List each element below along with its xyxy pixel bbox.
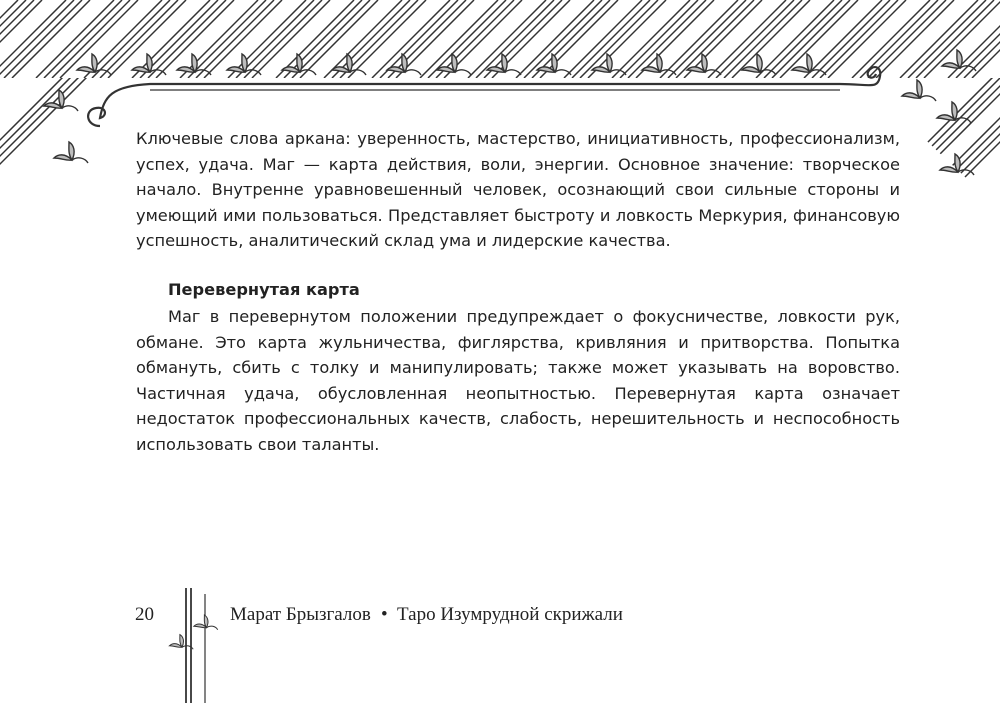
footer-book-title: Таро Изумрудной скрижали bbox=[397, 604, 623, 625]
page-number: 20 bbox=[135, 604, 154, 625]
footer-separator: • bbox=[381, 604, 388, 625]
diagonal-stripes-left bbox=[0, 60, 104, 200]
footer-leaf-icon bbox=[169, 615, 217, 649]
section-heading: Перевернутая карта bbox=[168, 280, 360, 299]
paragraph-reversed: Маг в перевернутом положении предупреждает о фокусничестве, ловкости рук, обмане. Это карта жульничества, фиглярства, кривляния и притворства. Попытка обмануть, сбить с толку и манипулировать; также может указывать на воровство. Частичная удача, обусловленная неопытностью. Перевернутая карта означает недостаток профессиональных качеств, слабость, нерешительность и неспособность использовать свои таланты. bbox=[136, 307, 900, 454]
paragraph-keywords: Ключевые слова аркана: уверенность, мастерство, инициативность, профессионализм, успех, удача. Маг — карта действия, воли, энергии. Основное значение: творческое начало. Внутренне уравновешенный человек, осознающий свои сильные стороны и умеющий ими пользоваться. Представляет быстроту и ловкость Меркурия, финансовую успешность, аналитический склад ума и лидерские качества. bbox=[136, 129, 900, 250]
footer-ornament bbox=[0, 580, 1000, 703]
footer-author: Марат Брызгалов bbox=[230, 604, 371, 625]
